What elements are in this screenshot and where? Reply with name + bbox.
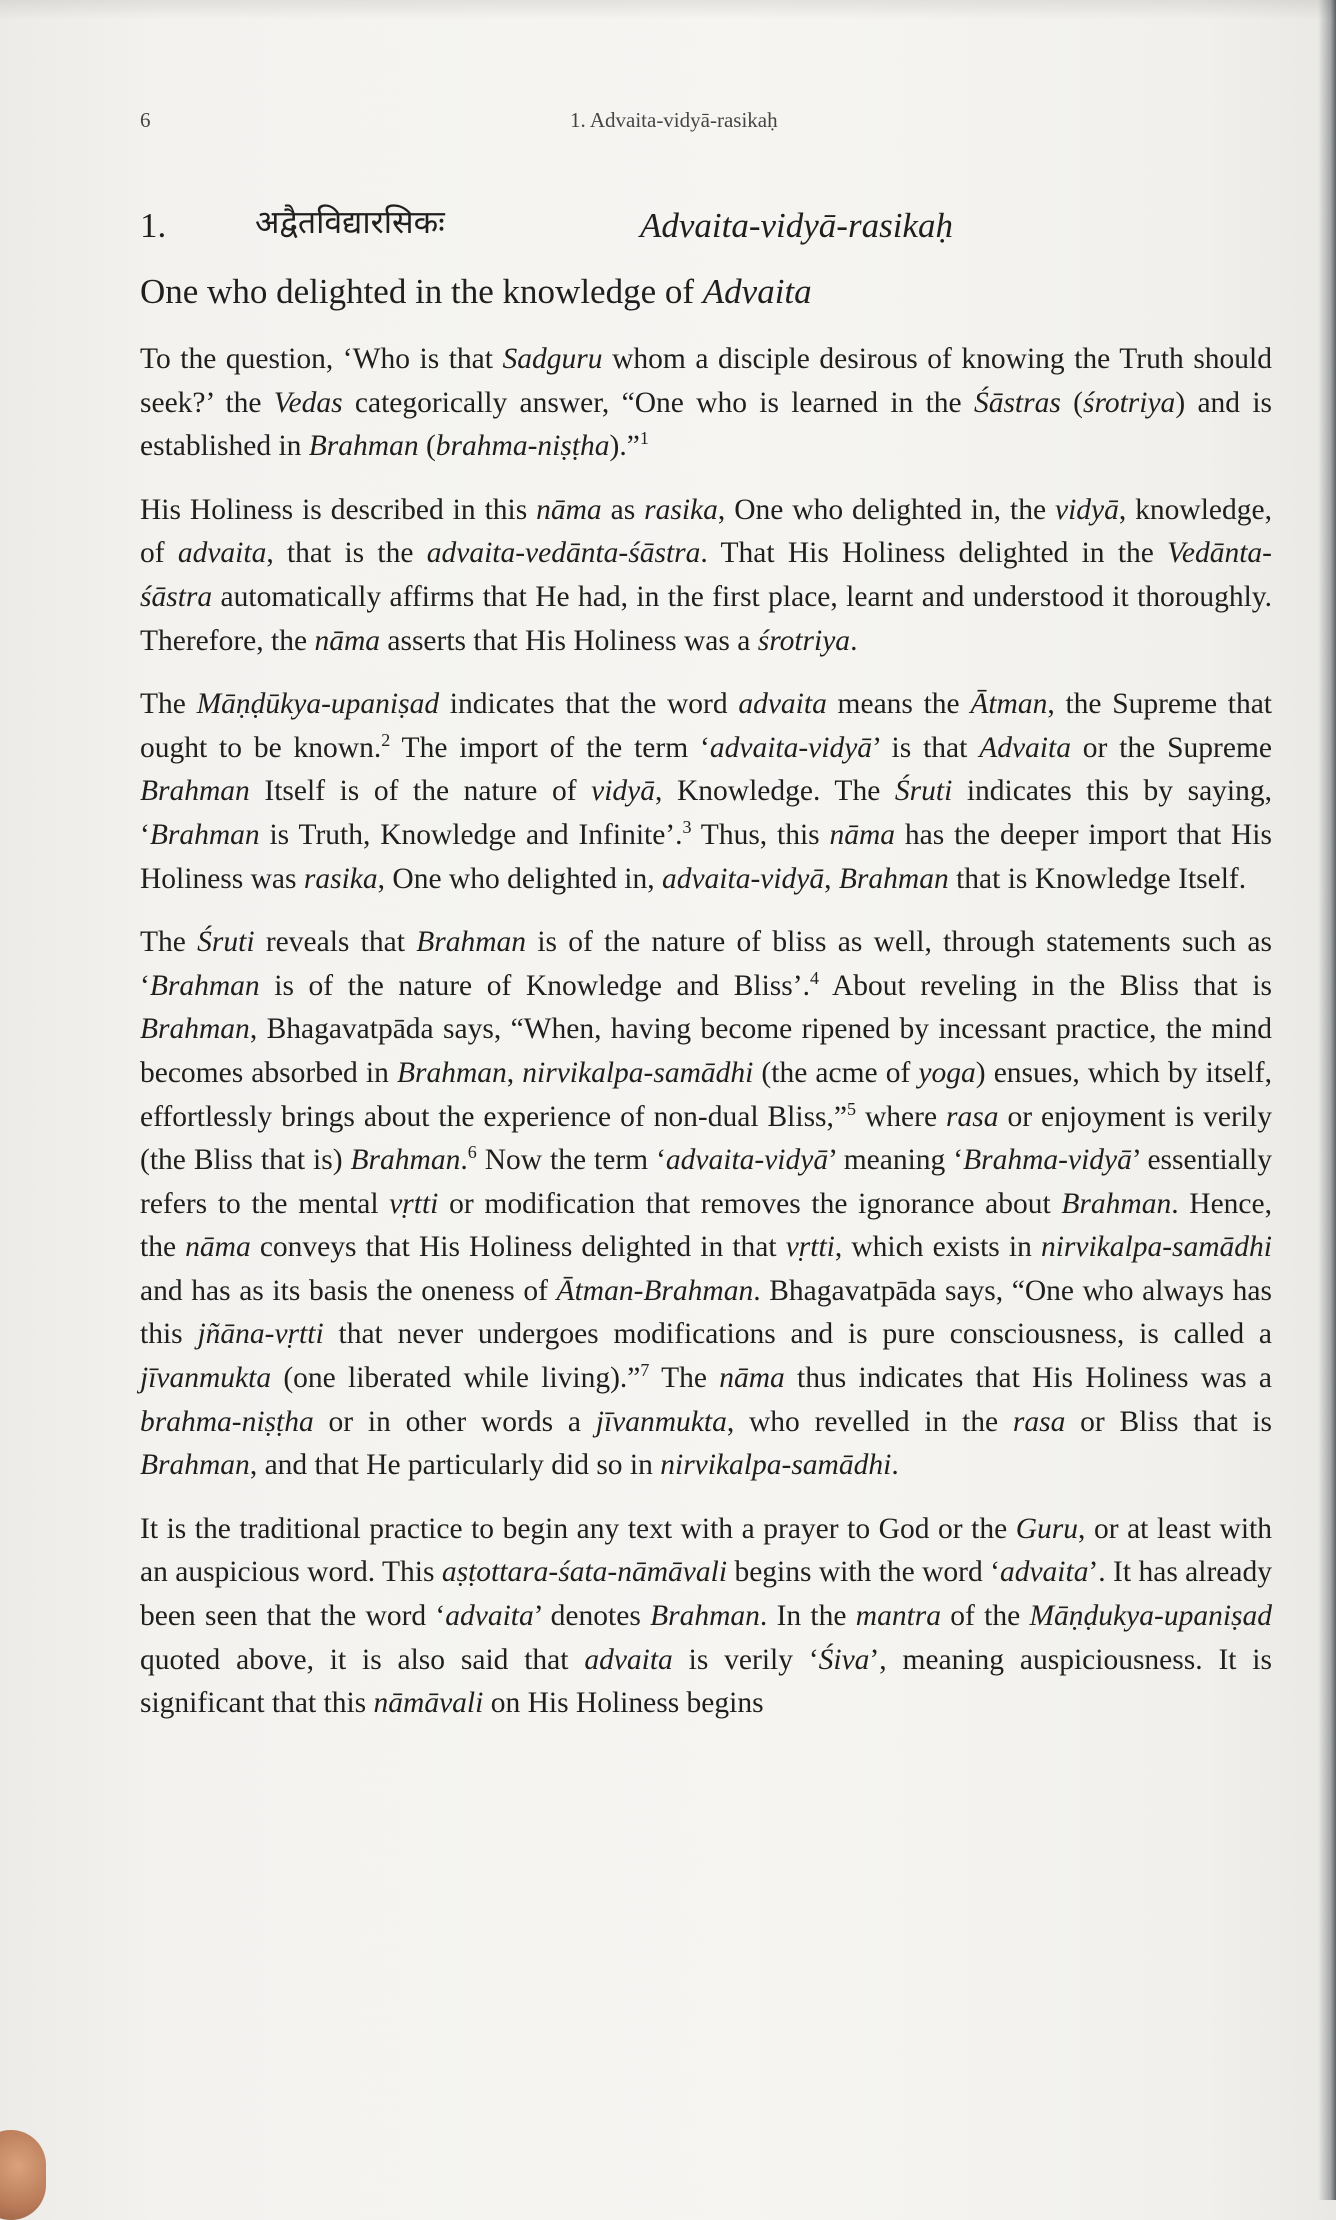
paragraph-5: It is the traditional practice to begin any text with a prayer to God or the Guru, or at least with an auspicious word. This aṣṭottara-śata-nāmāvali begins with the word ‘advaita’. It has already been seen that the word ‘advaita’ denotes Brahman. In the mantra of the Māṇḍukya-upaniṣad quoted above, it is also said that advaita is verily ‘Śiva’, meaning auspiciousness. It is significant that this nāmāvali on His Holiness begins	[140, 1512, 1272, 1720]
page-top-shadow	[0, 0, 1336, 20]
section-number: 1.	[140, 206, 167, 245]
page-spine-shadow	[1318, 0, 1336, 2200]
subtitle-term: Advaita	[702, 272, 812, 311]
page-number: 6	[140, 108, 151, 132]
section-heading	[140, 200, 1280, 260]
paragraph-2: His Holiness is described in this nāma as rasika, One who delighted in, the vidyā, knowledge, of advaita, that is the advaita-vedānta-śāstra. That His Holiness delighted in the Vedānta-śāstra automatically affirms that He had, in the first place, learnt and understood it thoroughly. Therefore, the nāma asserts that His Holiness was a śrotriya.	[140, 493, 1272, 657]
transliterated-title: Advaita-vidyā-rasikaḥ	[640, 206, 953, 245]
thumb	[0, 2130, 46, 2220]
paragraph-3: The Māṇḍūkya-upaniṣad indicates that the word advaita means the Ātman, the Supreme that ought to be known.$^2$ The import of the term ‘advaita-vidyā’ is that Advaita or the Supreme Brahman Itself is of the nature of vidyā, Knowledge. The Śruti indicates this by saying, ‘Brahman is Truth, Knowledge and Infinite’.$^3$ Thus, this nāma has the deeper import that His Holiness was rasika, One who delighted in, advaita-vidyā, Brahman that is Knowledge Itself.	[140, 688, 1272, 895]
subtitle-text: One who delighted in the knowledge of	[140, 272, 703, 311]
paragraph-4: The Śruti reveals that Brahman is of the nature of bliss as well, through statements such as ‘Brahman is of the nature of Knowledge and Bliss’.$^4$ About reveling in the Bliss that is Brahman, Bhagavatpāda says, “When, having become ripened by incessant practice, the mind becomes absorbed in Brahman, nirvikalpa-samādhi (the acme of yoga) ensues, which by itself, effortlessly brings about the experience of non-dual Bliss,”$^5$ where rasa or enjoyment is verily (the Bliss that is) Brahman.$^6$ Now the term ‘advaita-vidyā’ meaning ‘Brahma-vidyā’ essentially refers to the mental vṛtti or modification that removes the ignorance about Brahman. Hence, the nāma conveys that His Holiness delighted in that vṛtti, which exists in nirvikalpa-samādhi and has as its basis the oneness of Ātman-Brahman. Bhagavatpāda says, “One who always has this jñāna-vṛtti that never undergoes modifications and is pure consciousness, is called a jīvanmukta (one liberated while living).”$^7$ The nāma thus indicates that His Holiness was a brahma-niṣṭha or in other words a jīvanmukta, who revelled in the rasa or Bliss that is Brahman, and that He particularly did so in nirvikalpa-samādhi.	[140, 926, 1273, 1482]
body-text	[140, 338, 1272, 1746]
paragraph-1: To the question, ‘Who is that Sadguru whom a disciple desirous of knowing the Truth should seek?’ the Vedas categorically answer, “One who is learned in the Śāstras (śrotriya) and is established in Brahman (brahma-niṣṭha).”$^1$	[140, 343, 1273, 463]
devanagari-title: अद्वैतविद्यारसिकः	[255, 203, 445, 241]
section-subtitle	[140, 272, 812, 312]
running-head	[0, 108, 1336, 148]
running-title: 1. Advaita-vidyā-rasikaḥ	[570, 108, 778, 132]
